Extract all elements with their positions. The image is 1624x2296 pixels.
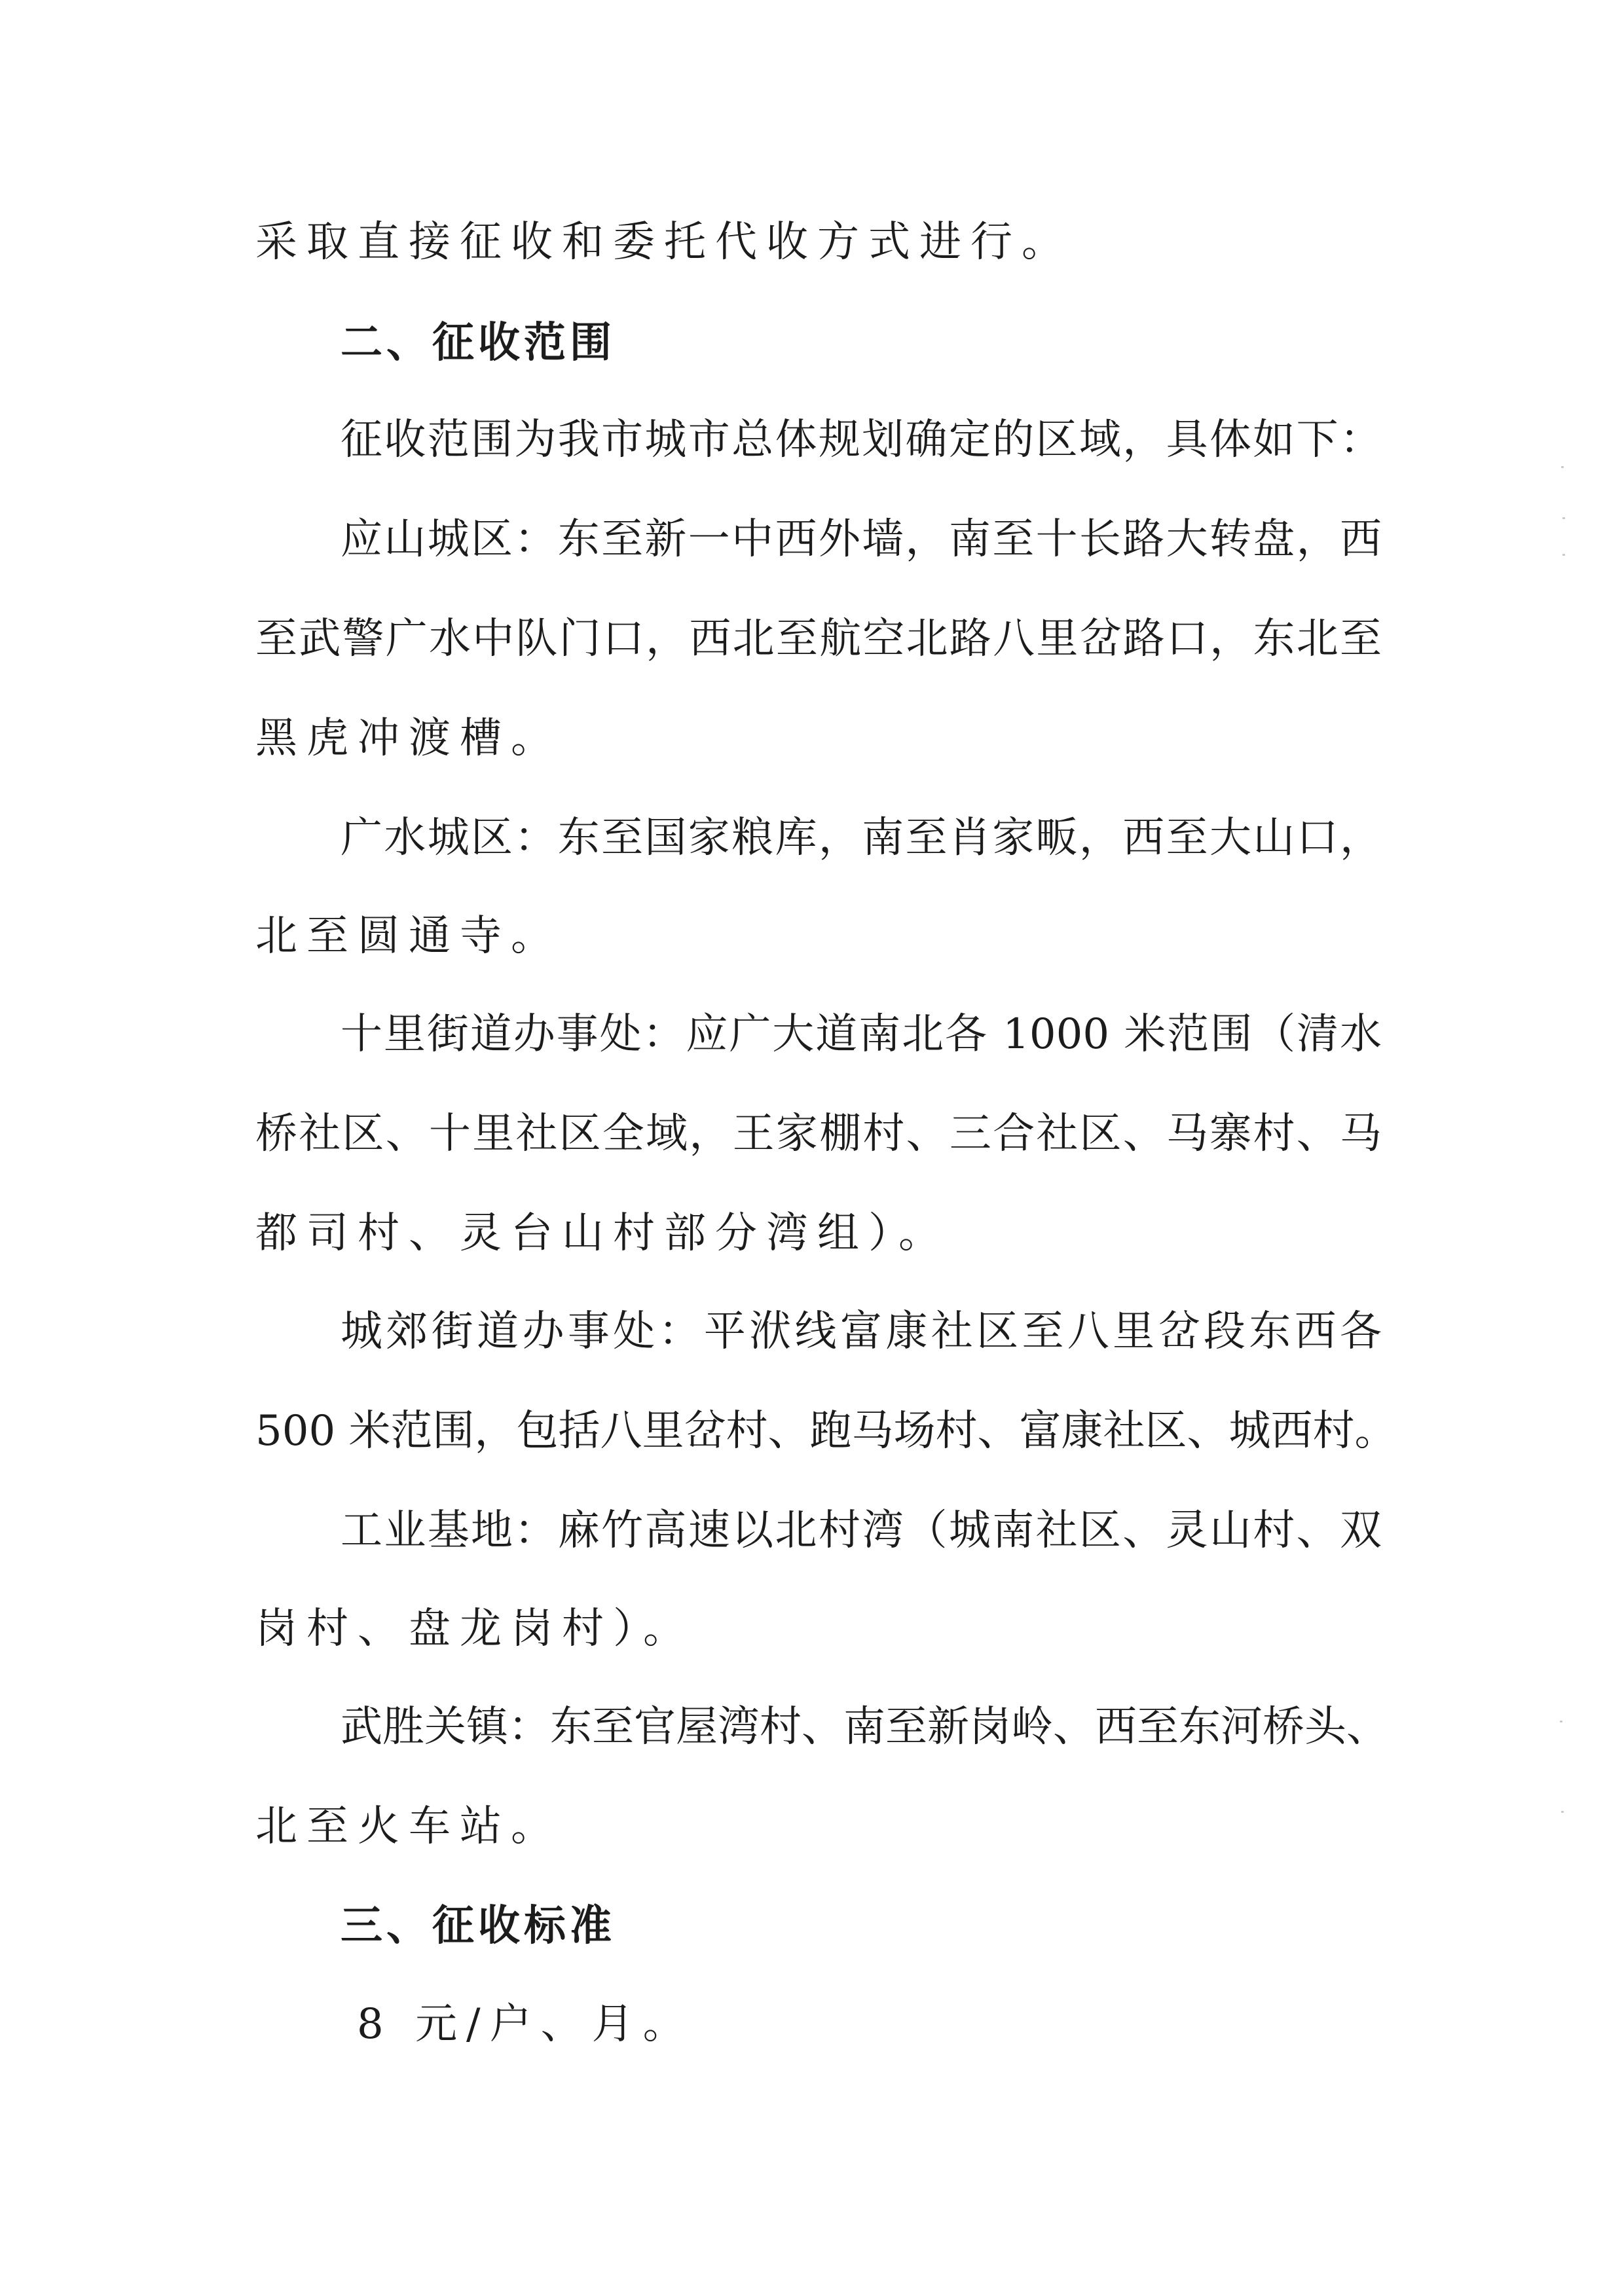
paragraph-line: 采取直接征收和委托代收方式进行。 bbox=[255, 218, 1073, 266]
paragraph-line: 工业基地：麻竹高速以北村湾（城南社区、灵山村、双 bbox=[341, 1506, 1382, 1555]
paragraph-line: 桥社区、十里社区全域，王家棚村、三合社区、马寨村、马 bbox=[255, 1110, 1382, 1158]
scan-speck bbox=[1561, 1811, 1564, 1813]
paragraph-line: 北至火车站。 bbox=[255, 1802, 562, 1851]
scan-speck bbox=[1562, 517, 1565, 519]
paragraph-line: 城郊街道办事处：平洑线富康社区至八里岔段东西各 bbox=[341, 1307, 1382, 1356]
paragraph-line: 应山城区：东至新一中西外墙，南至十长路大转盘，西 bbox=[341, 515, 1382, 564]
paragraph-line: 十里街道办事处：应广大道南北各 1000 米范围（清水 bbox=[341, 1010, 1382, 1059]
paragraph-line: 都司村、灵台山村部分湾组）。 bbox=[255, 1209, 950, 1258]
scan-speck bbox=[1561, 466, 1564, 468]
paragraph-line: 岗村、盘龙岗村）。 bbox=[255, 1605, 694, 1653]
section-heading-standard: 三、征收标准 bbox=[341, 1902, 616, 1950]
paragraph-line: 广水城区：东至国家粮库，南至肖家畈，西至大山口， bbox=[341, 814, 1382, 862]
scan-speck bbox=[1560, 1721, 1562, 1722]
paragraph-line: 500 米范围，包括八里岔村、跑马场村、富康社区、城西村。 bbox=[255, 1407, 1397, 1455]
scan-speck bbox=[1562, 554, 1565, 556]
paragraph-line: 至武警广水中队门口，西北至航空北路八里岔路口，东北至 bbox=[255, 615, 1382, 663]
paragraph-line: 8 元/户、月。 bbox=[357, 2000, 694, 2049]
paragraph-line: 武胜关镇：东至官屋湾村、南至新岗岭、西至东河桥头、 bbox=[341, 1703, 1388, 1751]
paragraph-line: 北至圆通寺。 bbox=[255, 912, 562, 960]
paragraph-line: 黑虎冲渡槽。 bbox=[255, 714, 562, 763]
paragraph-line: 征收范围为我市城市总体规划确定的区域，具体如下： bbox=[341, 416, 1382, 464]
section-heading-scope: 二、征收范围 bbox=[341, 319, 616, 367]
